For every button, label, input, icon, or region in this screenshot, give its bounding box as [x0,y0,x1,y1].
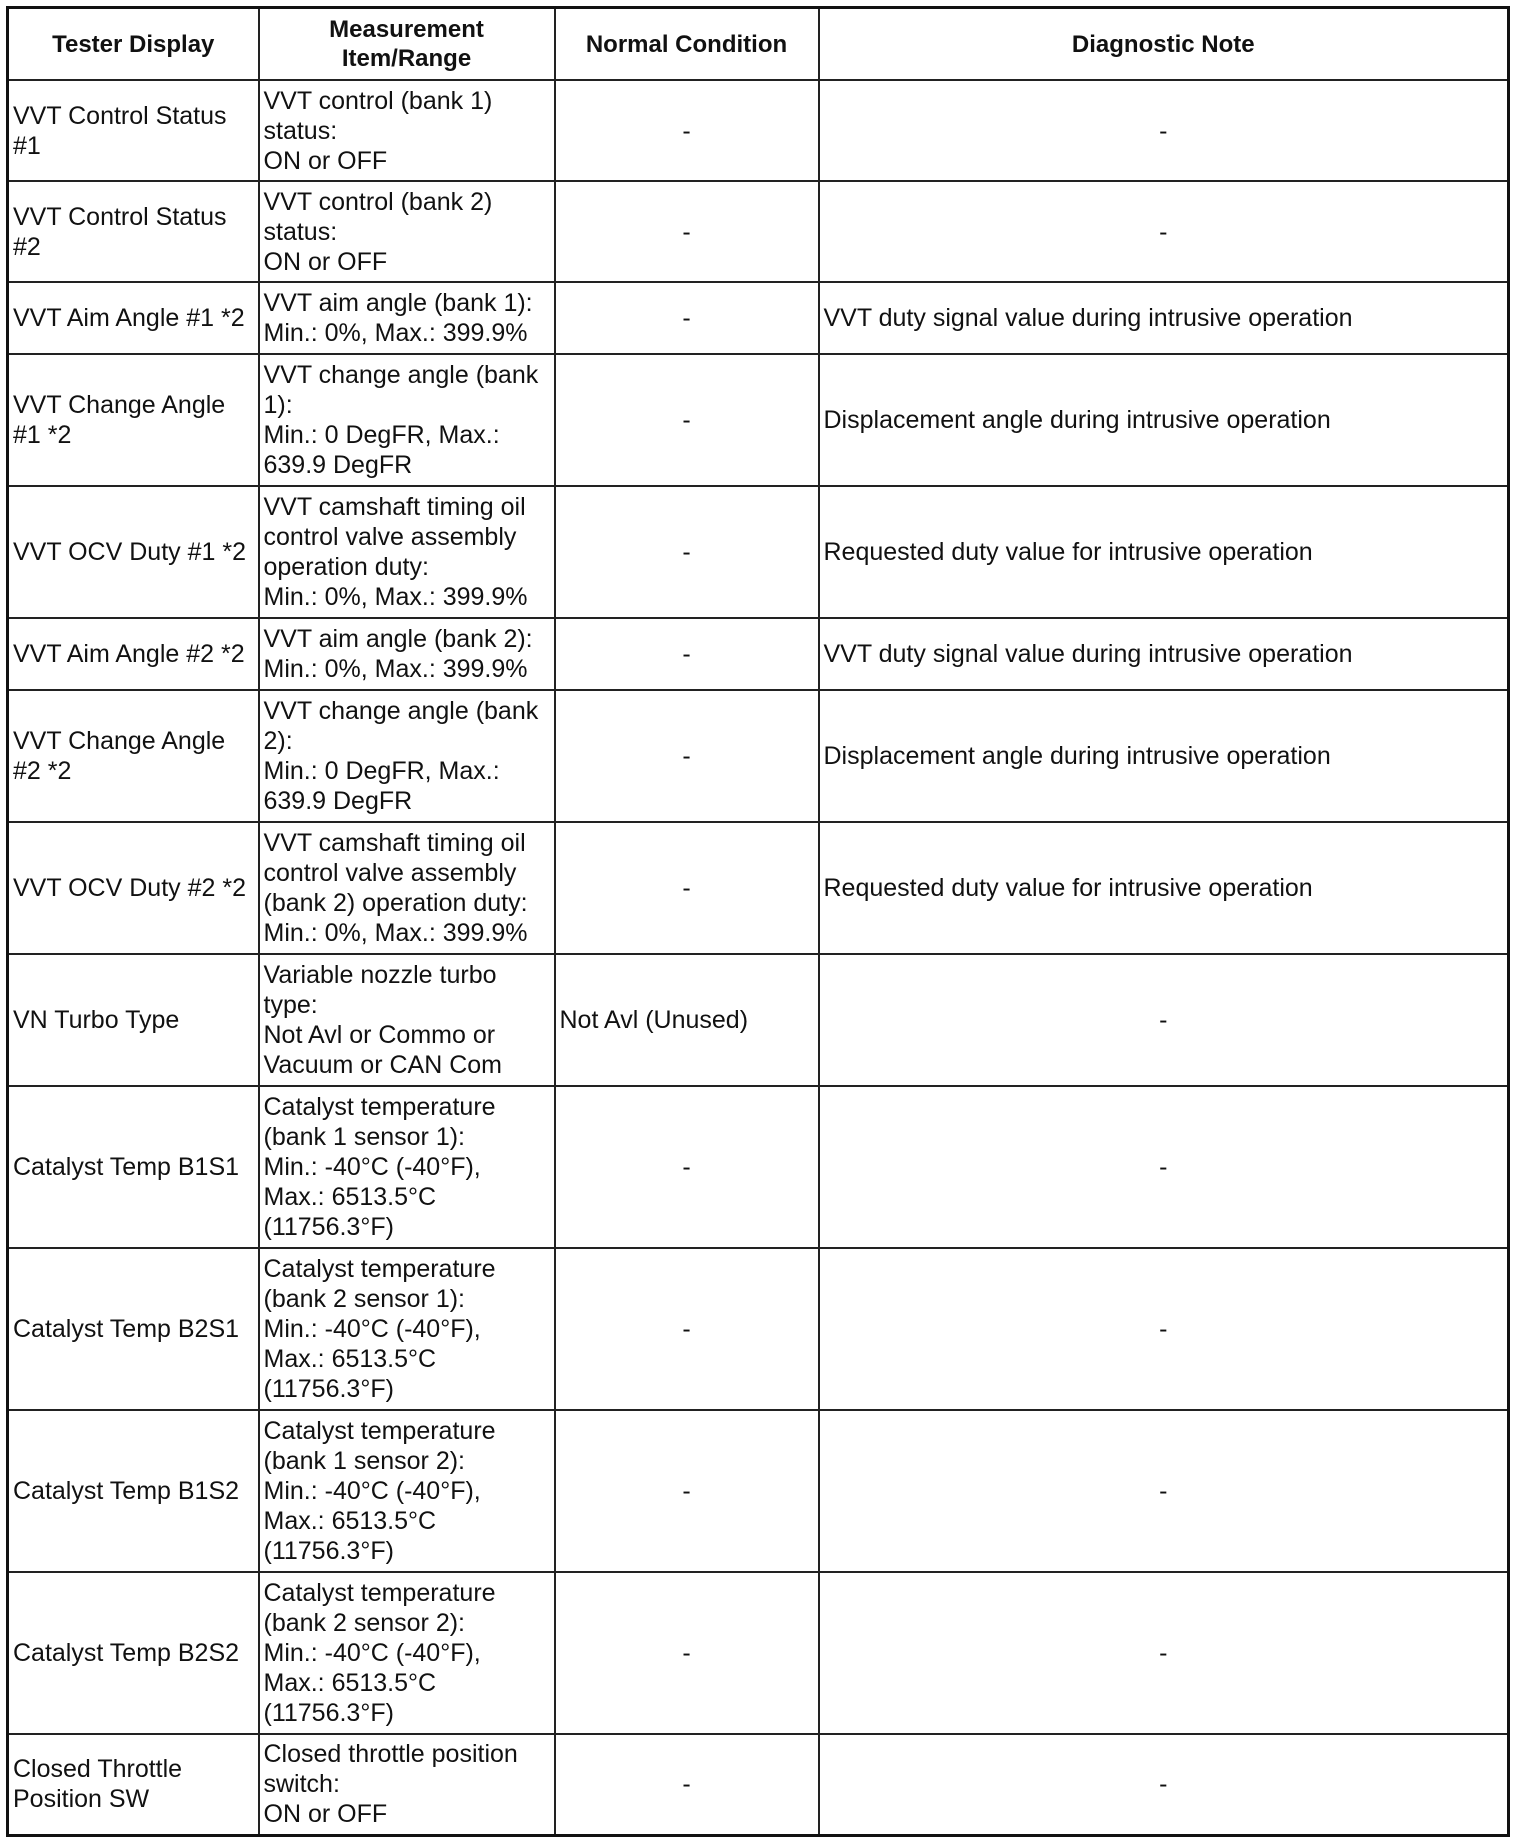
table-row [8,1248,1509,1410]
table-row [8,618,1509,690]
table-row [8,690,1509,822]
tester-display-cell: VN Turbo Type [8,954,259,1086]
tester-display-cell: VVT Control Status #2 [8,181,259,282]
normal-condition-cell: - [555,1410,819,1572]
measurement-cell: VVT control (bank 1) status: ON or OFF [259,80,555,181]
tester-display-cell: VVT OCV Duty #2 *2 [8,822,259,954]
table-row [8,80,1509,181]
measurement-cell: Catalyst temperature (bank 1 sensor 1): Min.: -40°C (-40°F), Max.: 6513.5°C (11756.3°F) [259,1086,555,1248]
diagnostic-note-cell: VVT duty signal value during intrusive operation [819,282,1509,354]
diagnostic-note-cell: Displacement angle during intrusive operation [819,354,1509,486]
normal-condition-cell: - [555,1248,819,1410]
normal-condition-cell: - [555,618,819,690]
measurement-cell: VVT aim angle (bank 2): Min.: 0%, Max.: 399.9% [259,618,555,690]
diagnostic-note-cell: - [819,181,1509,282]
diagnostic-note-cell: - [819,1410,1509,1572]
normal-condition-cell: - [555,822,819,954]
measurement-cell: Variable nozzle turbo type: Not Avl or Commo or Vacuum or CAN Com [259,954,555,1086]
tester-display-cell: VVT Control Status #1 [8,80,259,181]
diagnostic-note-cell: - [819,1734,1509,1835]
table-row [8,1410,1509,1572]
normal-condition-cell: - [555,181,819,282]
header-diagnostic-note: Diagnostic Note [819,8,1509,81]
tester-display-cell: VVT Aim Angle #2 *2 [8,618,259,690]
diagnostic-note-cell: VVT duty signal value during intrusive operation [819,618,1509,690]
measurement-cell: VVT change angle (bank 1): Min.: 0 DegFR, Max.: 639.9 DegFR [259,354,555,486]
diagnostic-note-cell: - [819,1086,1509,1248]
table-header-row [8,8,1509,81]
measurement-cell: VVT control (bank 2) status: ON or OFF [259,181,555,282]
measurement-cell: VVT camshaft timing oil control valve assembly (bank 2) operation duty: Min.: 0%, Max.: 399.9% [259,822,555,954]
measurement-cell: Catalyst temperature (bank 1 sensor 2): Min.: -40°C (-40°F), Max.: 6513.5°C (11756.3°F) [259,1410,555,1572]
diagnostic-note-cell: - [819,954,1509,1086]
tester-display-cell: VVT OCV Duty #1 *2 [8,486,259,618]
tester-display-cell: VVT Change Angle #1 *2 [8,354,259,486]
measurement-cell: VVT aim angle (bank 1): Min.: 0%, Max.: 399.9% [259,282,555,354]
table-row [8,181,1509,282]
normal-condition-cell: - [555,690,819,822]
measurement-cell: Closed throttle position switch: ON or OFF [259,1734,555,1835]
document-page [6,6,1507,1837]
normal-condition-cell: - [555,282,819,354]
diagnostic-note-cell: Requested duty value for intrusive operation [819,822,1509,954]
diagnostic-note-cell: - [819,1248,1509,1410]
tester-display-cell: VVT Aim Angle #1 *2 [8,282,259,354]
table-row [8,486,1509,618]
measurement-cell: Catalyst temperature (bank 2 sensor 2): Min.: -40°C (-40°F), Max.: 6513.5°C (11756.3°F) [259,1572,555,1734]
normal-condition-cell: - [555,354,819,486]
table-row [8,282,1509,354]
header-normal-condition: Normal Condition [555,8,819,81]
measurement-cell: VVT camshaft timing oil control valve assembly operation duty: Min.: 0%, Max.: 399.9% [259,486,555,618]
tester-display-cell: Catalyst Temp B2S1 [8,1248,259,1410]
normal-condition-cell: - [555,1734,819,1835]
table-row [8,1572,1509,1734]
tester-display-cell: Closed Throttle Position SW [8,1734,259,1835]
table-row [8,822,1509,954]
header-tester-display: Tester Display [8,8,259,81]
measurement-cell: Catalyst temperature (bank 2 sensor 1): Min.: -40°C (-40°F), Max.: 6513.5°C (11756.3°F) [259,1248,555,1410]
diagnostic-note-cell: - [819,80,1509,181]
tester-display-cell: Catalyst Temp B1S1 [8,1086,259,1248]
normal-condition-cell: - [555,486,819,618]
diagnostic-note-cell: Displacement angle during intrusive operation [819,690,1509,822]
normal-condition-cell: - [555,80,819,181]
data-list-table [6,6,1510,1837]
header-measurement-item-range: Measurement Item/Range [259,8,555,81]
tester-display-cell: Catalyst Temp B2S2 [8,1572,259,1734]
normal-condition-cell: - [555,1572,819,1734]
table-row [8,1086,1509,1248]
normal-condition-cell: - [555,1086,819,1248]
normal-condition-cell: Not Avl (Unused) [555,954,819,1086]
table-row [8,954,1509,1086]
tester-display-cell: VVT Change Angle #2 *2 [8,690,259,822]
diagnostic-note-cell: - [819,1572,1509,1734]
measurement-cell: VVT change angle (bank 2): Min.: 0 DegFR, Max.: 639.9 DegFR [259,690,555,822]
table-row [8,1734,1509,1835]
diagnostic-note-cell: Requested duty value for intrusive operation [819,486,1509,618]
tester-display-cell: Catalyst Temp B1S2 [8,1410,259,1572]
table-row [8,354,1509,486]
